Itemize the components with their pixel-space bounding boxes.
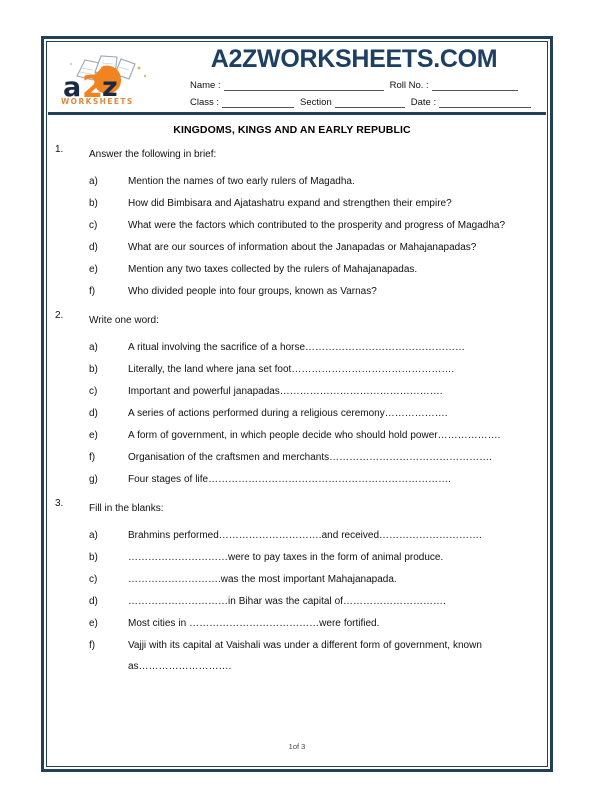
item-text: Brahmins performed………………………….and received…………………………. (128, 530, 482, 541)
item-text: Mention the names of two early rulers of Magadha. (128, 176, 355, 187)
item-text: What are our sources of information about the Janapadas or Mahajanapadas? (128, 242, 477, 253)
svg-text:WORKSHEETS: WORKSHEETS (61, 96, 134, 106)
class-input[interactable] (222, 96, 294, 108)
item-letter: a) (89, 530, 98, 541)
question-number: 1. (55, 144, 64, 155)
name-label: Name : (190, 80, 221, 91)
list-item (48, 447, 536, 468)
item-letter: a) (89, 342, 98, 353)
item-text: Mention any two taxes collected by the rulers of Mahajanapadas. (128, 264, 418, 275)
page-footer (48, 742, 546, 751)
item-letter: d) (89, 596, 98, 607)
item-text: …………………………in Bihar was the capital of…………………………. (128, 596, 446, 607)
list-item (48, 237, 536, 258)
item-letter: a) (89, 176, 98, 187)
list-item (48, 337, 536, 358)
item-text: Literally, the land where jana set foot…………………………………………. (128, 364, 455, 375)
worksheet-content (48, 118, 546, 763)
item-text: Most cities in …………………………………were fortified. (128, 618, 380, 629)
list-item (48, 359, 536, 380)
item-text: How did Bimbisara and Ajatashatru expand and strengthen their empire? (128, 198, 452, 209)
list-item (48, 281, 536, 302)
date-label: Date : (410, 97, 437, 108)
date-input[interactable] (439, 96, 531, 108)
item-letter: e) (89, 430, 98, 441)
brand-logo (48, 43, 166, 112)
item-letter: b) (89, 198, 98, 209)
list-item (48, 469, 536, 490)
roll-label: Roll No. : (389, 80, 429, 91)
list-item (48, 171, 536, 192)
student-info-fields (168, 72, 546, 112)
list-item (48, 525, 536, 546)
site-title: A2ZWORKSHEETS.COM (210, 45, 498, 73)
item-letter: f) (89, 640, 96, 651)
item-letter: e) (89, 264, 98, 275)
question-block (48, 310, 536, 331)
item-letter: b) (89, 552, 98, 563)
item-letter: c) (89, 574, 98, 585)
question-block (48, 144, 536, 165)
list-item (48, 547, 536, 568)
field-row-class-section-date (190, 91, 538, 108)
section-input[interactable] (335, 96, 405, 108)
class-label: Class : (190, 97, 220, 108)
list-item (48, 215, 536, 236)
item-text: Organisation of the craftsmen and merchants…………………………………………. (128, 452, 492, 463)
svg-text:2: 2 (82, 69, 103, 105)
list-item (48, 569, 536, 590)
list-item (48, 591, 536, 612)
list-item (48, 381, 536, 402)
list-item (48, 613, 536, 634)
item-letter: e) (89, 618, 98, 629)
item-text: ……………………….was the most important Mahajanapada. (128, 574, 397, 585)
question-block (48, 498, 536, 519)
question-number: 3. (55, 498, 64, 509)
item-text: …………………………were to pay taxes in the form of animal produce. (128, 552, 444, 563)
field-row-name-roll (190, 74, 538, 91)
question-prompt: Write one word: (89, 315, 159, 326)
svg-text:a: a (63, 71, 82, 103)
item-letter: c) (89, 386, 98, 397)
section-label: Section (300, 97, 332, 108)
item-text: Four stages of life………………………………………………………………. (128, 474, 451, 485)
list-item (48, 635, 536, 677)
list-item (48, 425, 536, 446)
header-right-column (166, 43, 546, 112)
page-indicator: 1of 3 (288, 742, 306, 751)
question-prompt: Answer the following in brief: (89, 149, 217, 160)
page-title: KINGDOMS, KINGS AND AN EARLY REPUBLIC (173, 124, 411, 136)
name-input[interactable] (224, 79, 384, 91)
item-letter: d) (89, 242, 98, 253)
item-text: A form of government, in which people decide who should hold power………………. (128, 430, 501, 441)
item-letter: b) (89, 364, 98, 375)
item-letter: f) (89, 286, 96, 297)
item-text: Vajji with its capital at Vaishali was under a different form of government, known as………………………. (128, 640, 482, 672)
item-letter: d) (89, 408, 98, 419)
item-text: Who divided people into four groups, known as Varnas? (128, 286, 377, 297)
svg-text:z: z (102, 71, 118, 103)
list-item (48, 403, 536, 424)
item-text: A ritual involving the sacrifice of a horse………………………………………… (128, 342, 466, 353)
worksheet-header (48, 43, 546, 115)
list-item (48, 259, 536, 280)
list-item (48, 193, 536, 214)
item-letter: g) (89, 474, 98, 485)
item-letter: f) (89, 452, 96, 463)
roll-input[interactable] (432, 79, 518, 91)
item-text: What were the factors which contributed to the prosperity and progress of Magadha? (128, 220, 506, 231)
item-text: Important and powerful janapadas…………………………………………. (128, 386, 443, 397)
item-text: A series of actions performed during a religious ceremony………………. (128, 408, 448, 419)
item-letter: c) (89, 220, 98, 231)
question-number: 2. (55, 310, 64, 321)
question-prompt: Fill in the blanks: (89, 503, 164, 514)
a2z-worksheets-logo-icon (55, 50, 159, 106)
